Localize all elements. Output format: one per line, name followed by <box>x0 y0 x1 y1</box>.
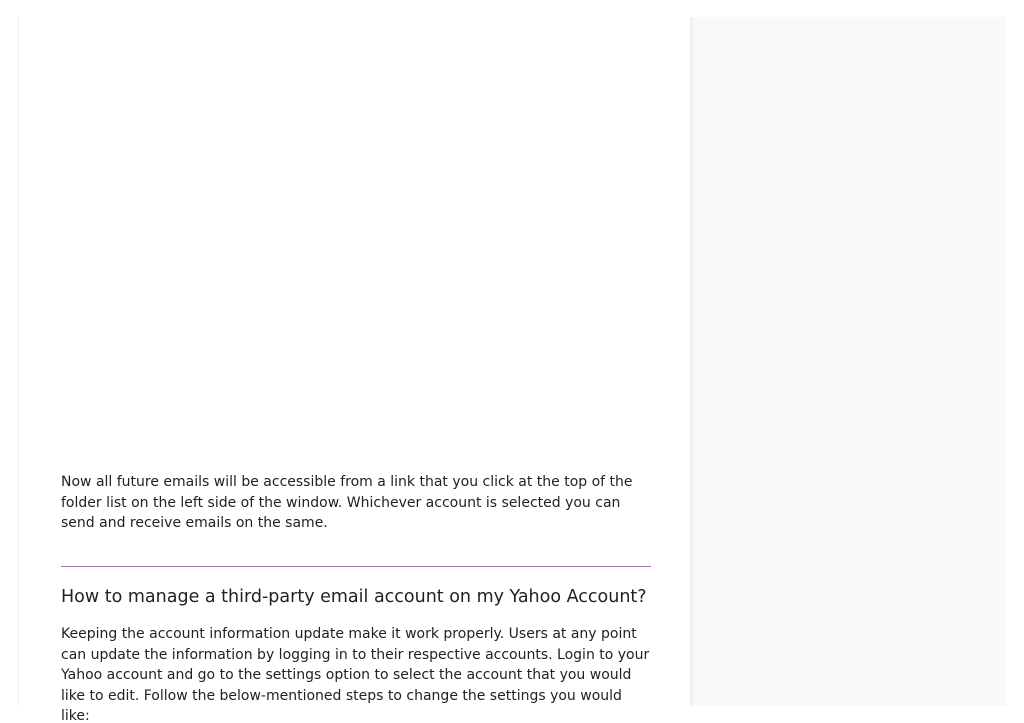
section-heading-manage-account: How to manage a third-party email account on my Yahoo Account? <box>61 587 647 607</box>
section-divider <box>61 566 651 567</box>
article-paragraph-future-emails: Now all future emails will be accessible from a link that you click at the top of the folder list on the left side of the window. Whichever account is selected you can send and receive emails on the same. <box>61 474 633 531</box>
blank-media-area <box>61 17 651 467</box>
article-paragraph-account-settings: Keeping the account information update make it work properly. Users at any point can update the information by logging in to their respective accounts. Login to your Yahoo account and go to the settings option to select the account that you would like to edit. Follow the below-mentioned steps to change the settings you would like: <box>61 626 650 723</box>
right-sidebar <box>690 17 1006 706</box>
article-column <box>18 17 691 723</box>
